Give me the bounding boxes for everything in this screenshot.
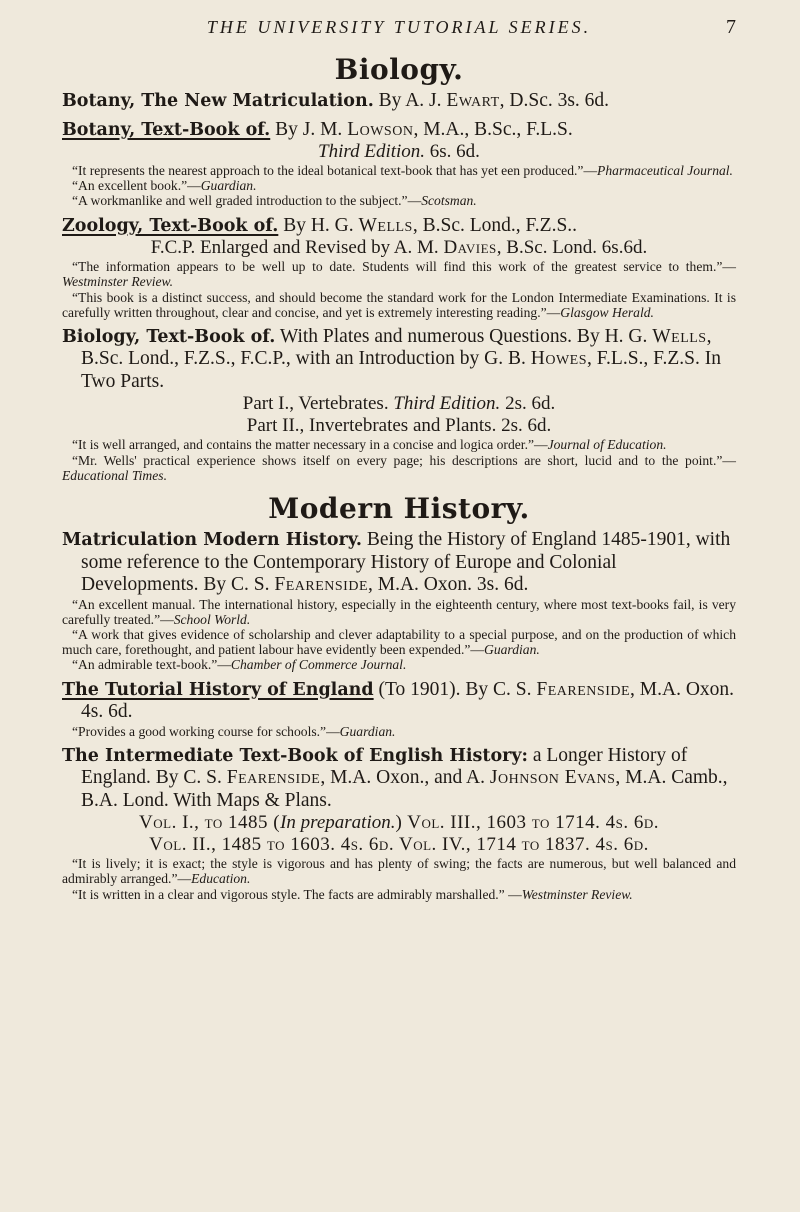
entry-botany-matriculation: Botany, The New Matriculation. By A. J. Ewart, D.Sc. 3s. 6d. [62, 90, 610, 111]
entry-title: The Intermediate Text-Book of English History: [62, 745, 528, 766]
author-name: Fearenside [536, 678, 631, 700]
author-name: Ewart [446, 90, 500, 111]
review-quote: “Provides a good working course for schools.”—Guardian. [72, 723, 396, 739]
author-name: Davies [443, 237, 497, 259]
volume-line: Vol. II., 1485 to 1603. 4s. 6d. Vol. IV., 1714 to 1837. 4s. 6d. [149, 834, 649, 856]
entry-title: The Tutorial History of England [62, 679, 374, 700]
entry-biology: Biology, Text-Book of. With Plates and numerous Questions. By H. G. Wells, B.Sc. Lond., F.Z.S., F.C.P., with an Introduction by G. B. Howes, F.L.S., F.Z.S. In Two Parts. Part I., Vertebrates. Third Edition. 2s. 6d. Part II., Invertebrates and Plants. 2s. 6d. “It is well arranged, and contains the matter necessary in a concise and logica order.”—Journal of Education. “Mr. Wells' practical experience shows itself on every page; his descriptions are short, lucid and to the point.”—Educational Times. [62, 325, 736, 483]
section-heading-modern-history: Modern History. [268, 492, 530, 526]
review-quote: “An admirable text-book.”—Chamber of Commerce Journal. [72, 657, 407, 673]
entry-title: Botany, The New Matriculation. [62, 91, 374, 111]
author-name: Fearenside [226, 767, 321, 789]
page-number: 7 [726, 16, 736, 38]
running-head [62, 10, 736, 44]
entry-title: Matriculation Modern History. [62, 530, 362, 551]
author-name: Howes [530, 348, 587, 370]
running-title: THE UNIVERSITY TUTORIAL SERIES. [206, 17, 592, 37]
entry-zoology: Zoology, Text-Book of. By H. G. Wells, B.Sc. Lond., F.Z.S.. F.C.P. Enlarged and Revised by A. M. Davies, B.Sc. Lond. 6s.6d. “The information appears to be well up to date. Students will find this work of the greatest service to them.”—Westminster Review. “This book is a distinct success, and should become the standard work for the London Intermediate Examinations. It is carefully written throughout, clear and concise, and yet is extremely interesting reading.”—Glasgow Herald. [62, 214, 736, 320]
entry-title: Zoology, Text-Book of. [62, 215, 279, 236]
author-name: Wells [358, 214, 413, 236]
author-name: Fearenside [274, 574, 368, 596]
entry-botany-text-book: Botany, Text-Book of. By J. M. Lowson, M.A., B.Sc., F.L.S. Third Edition. 6s. 6d. “It represents the nearest approach to the ideal botanical text-book that has yet een produced.”—Pharmaceutical Journal. “An excellent book.”—Guardian. “A workmanlike and well graded introduction to the subject.”—Scotsman. [62, 119, 736, 209]
section-heading-biology: Biology. [334, 53, 464, 86]
edition-line: Third Edition. 6s. 6d. [318, 141, 480, 162]
part-line: Part II., Invertebrates and Plants. 2s. 6d. [246, 415, 552, 437]
author-name: Wells [652, 325, 707, 347]
review-quote: “It represents the nearest approach to the ideal botanical text-book that has yet een produced.”—Pharmaceutical Journal. [72, 163, 733, 178]
review-quote: “It is well arranged, and contains the matter necessary in a concise and logica order.”—Journal of Education. [72, 437, 667, 453]
author-name: Lowson [347, 118, 414, 140]
review-quote: “A work that gives evidence of scholarship and clever adaptability to a special purpose, and on the production of which much care, forethought, and patient labour have evidently been expended.”—Guardian. [62, 626, 736, 658]
review-quote: “The information appears to be well up to date. Students will find this work of the greatest service to them.”—Westminster Review. [62, 259, 736, 290]
review-quote: “Mr. Wells' practical experience shows itself on every page; his descriptions are short, lucid and to the point.”—Educational Times. [62, 452, 736, 483]
review-quote: “It is lively; it is exact; the style is vigorous and has plenty of swing; the facts are numerous, but well balanced and admirably arranged.”—Education. [62, 856, 736, 887]
volume-line: Vol. I., to 1485 (In preparation.) Vol. III., 1603 to 1714. 4s. 6d. [139, 812, 659, 834]
entry-intermediate-history: The Intermediate Text-Book of English History: a Longer History of England. By C. S. Fearenside, M.A. Oxon., and A. Johnson Evans, M.A. Camb., B.A. Lond. With Maps & Plans. Vol. I., to 1485 (In preparation.) Vol. III., 1603 to 1714. 4s. 6d. Vol. II., 1485 to 1603. 4s. 6d. Vol. IV., 1714 to 1837. 4s. 6d. “It is lively; it is exact; the style is vigorous and has plenty of swing; the facts are numerous, but well balanced and admirably arranged.”—Education. “It is written in a clear and vigorous style. The facts are admirably marshalled.” —Westminster Review. [62, 744, 736, 902]
entry-title: Biology, Text-Book of. [62, 326, 276, 347]
review-quote: “An excellent manual. The international history, especially in the eighteenth century, where most text-books fail, is very carefully treated.”—School World. [62, 596, 736, 627]
part-line: Part I., Vertebrates. Third Edition. 2s. 6d. [242, 393, 556, 415]
entry-matriculation-modern-history: Matriculation Modern History. Being the History of England 1485-1901, with some reference to the Contemporary History of Europe and Colonial Developments. By C. S. Fearenside, M.A. Oxon. 3s. 6d. “An excellent manual. The international history, especially in the eighteenth century, where most text-books fail, is very carefully treated.”—School World. “A work that gives evidence of scholarship and clever adaptability to a special purpose, and on the production of which much care, forethought, and patient labour have evidently been expended.”—Guardian. “An admirable text-book.”—Chamber of Commerce Journal. [62, 529, 736, 673]
review-quote: “A workmanlike and well graded introduction to the subject.”—Scotsman. [72, 193, 477, 209]
review-quote: “It is written in a clear and vigorous style. The facts are admirably marshalled.” —Westminster Review. [72, 886, 633, 902]
author-name: Johnson Evans [489, 767, 616, 789]
review-quote: “This book is a distinct success, and should become the standard work for the London Intermediate Examinations. It is carefully written throughout, clear and concise, and yet is extremely interesting reading.”—Glasgow Herald. [62, 289, 736, 320]
review-quote: “An excellent book.”—Guardian. [72, 178, 257, 194]
entry-tutorial-history: The Tutorial History of England (To 1901). By C. S. Fearenside, M.A. Oxon. 4s. 6d. “Provides a good working course for schools.”—Guardian. [62, 678, 735, 739]
entry-title: Botany, Text-Book of. [62, 119, 271, 140]
